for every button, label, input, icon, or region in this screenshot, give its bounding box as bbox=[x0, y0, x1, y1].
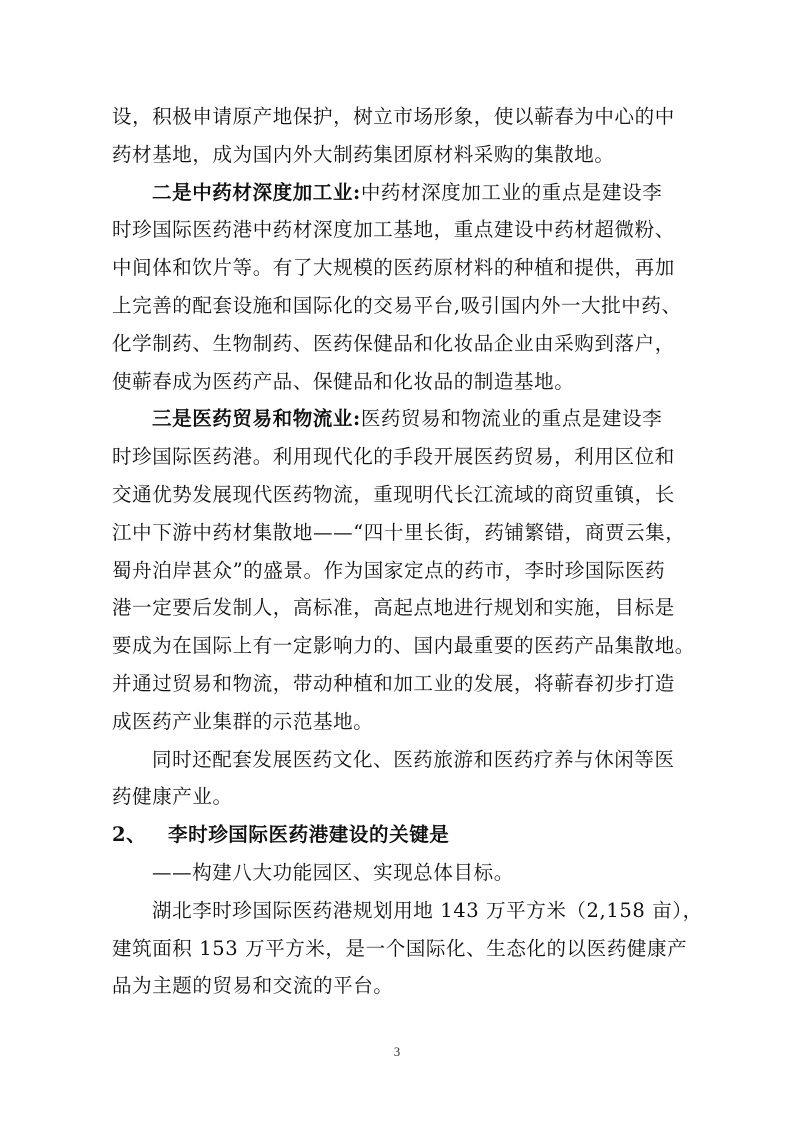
paragraph-lead-text: 中药材深度加工业的重点是建设李 bbox=[360, 180, 663, 204]
text-line: 建筑面积 153 万平方米，是一个国际化、生态化的以医药健康产 bbox=[112, 936, 688, 960]
text-line: 港一定要后发制人，高标准，高起点地进行规划和实施，目标是 bbox=[112, 596, 675, 620]
text-line: 同时还配套发展医药文化、医药旅游和医药疗养与休闲等医 bbox=[152, 747, 675, 771]
text-line: 并通过贸易和物流，带动种植和加工业的发展，将蕲春初步打造 bbox=[112, 671, 675, 695]
section-heading-number: 2、 bbox=[112, 823, 147, 847]
paragraph-lead-bold: 三是医药贸易和物流业: bbox=[152, 407, 361, 431]
text-line: 药材基地，成为国内外大制药集团原材料采购的集散地。 bbox=[112, 142, 615, 166]
text-line: 中间体和饮片等。有了大规模的医药原材料的种植和提供，再加 bbox=[112, 256, 675, 280]
text-line: 要成为在国际上有一定影响力的、国内最重要的医药产品集散地。 bbox=[112, 634, 695, 658]
section-heading bbox=[112, 816, 692, 854]
text-line: 使蕲春成为医药产品、保健品和化妆品的制造基地。 bbox=[112, 369, 575, 393]
document-page bbox=[112, 98, 703, 1005]
text-line: 品为主题的贸易和交流的平台。 bbox=[112, 974, 394, 998]
page-number: 3 bbox=[393, 1044, 401, 1059]
text-line: ——构建八大功能园区、实现总体目标。 bbox=[152, 860, 514, 884]
text-line: 交通优势发展现代医药物流，重现明代长江流域的商贸重镇，长 bbox=[112, 482, 675, 506]
paragraph-deep-processing bbox=[112, 174, 692, 212]
text-line: 湖北李时珍国际医药港规划用地 143 万平方米（2,158 亩）， bbox=[152, 898, 703, 922]
paragraph-lead-bold: 二是中药材深度加工业: bbox=[152, 180, 361, 204]
paragraph-trade-logistics bbox=[112, 400, 692, 438]
paragraph-lead-text: 医药贸易和物流业的重点是建设李 bbox=[360, 407, 663, 431]
text-line: 药健康产业。 bbox=[112, 785, 233, 809]
text-line: 江中下游中药材集散地——“四十里长街，药铺繁错，商贾云集， bbox=[112, 520, 686, 544]
text-line: 上完善的配套设施和国际化的交易平台,吸引国内外一大批中药、 bbox=[112, 293, 682, 317]
text-line: 化学制药、生物制药、医药保健品和化妆品企业由采购到落户， bbox=[112, 331, 675, 355]
text-line: 蜀舟泊岸甚众”的盛景。作为国家定点的药市，李时珍国际医药 bbox=[112, 558, 666, 582]
text-line: 成医药产业集群的示范基地。 bbox=[112, 709, 374, 733]
text-line: 设，积极申请原产地保护，树立市场形象，使以蕲春为中心的中 bbox=[112, 105, 675, 128]
text-line: 时珍国际医药港。利用现代化的手段开展医药贸易，利用区位和 bbox=[112, 445, 675, 469]
section-heading-text: 李时珍国际医药港建设的关键是 bbox=[168, 823, 450, 847]
text-line: 时珍国际医药港中药材深度加工基地，重点建设中药材超微粉、 bbox=[112, 218, 675, 242]
